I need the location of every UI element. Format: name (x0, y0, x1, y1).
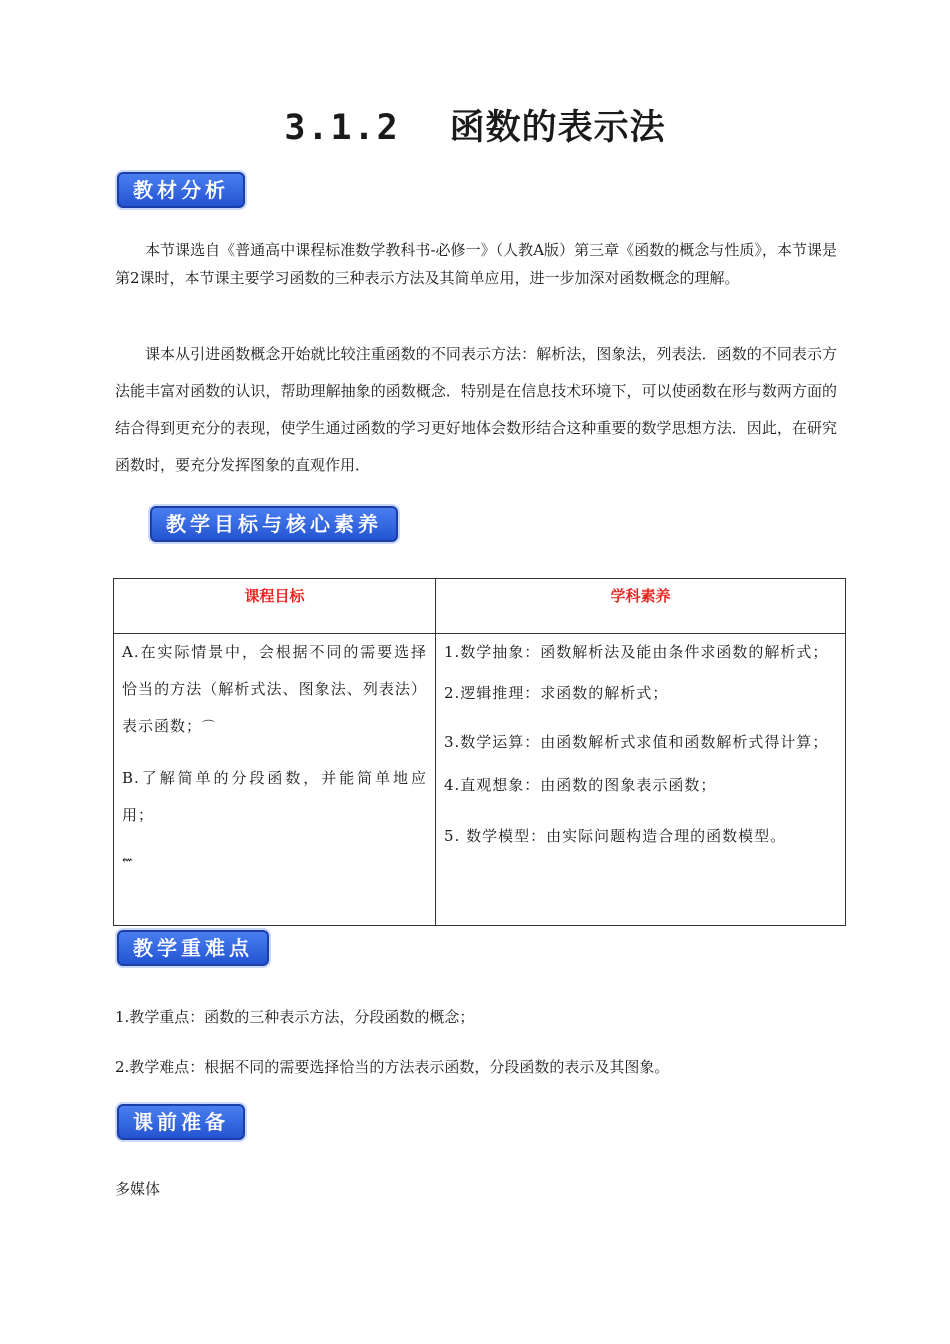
section-badge-goals: 教学目标与核心素养 (150, 506, 398, 542)
section-badge-analysis: 教材分析 (117, 172, 245, 208)
analysis-paragraph-2: 课本从引进函数概念开始就比较注重函数的不同表示方法：解析法，图象法，列表法．函数的不同表示方法能丰富对函数的认识，帮助理解抽象的函数概念．特别是在信息技术环境下，可以使函数在形与数两方面的结合得到更充分的表现，使学生通过函数的学习更好地体会数形结合这种重要的数学思想方法．因此，在研究函数时，要充分发挥图象的直观作用． (115, 345, 837, 474)
goal-a: A.在实际情景中，会根据不同的需要选择恰当的方法（解析式法、图象法、列表法）表示函数； (122, 643, 427, 735)
literacy-item-1: 1.数学抽象：函数解析法及能由条件求函数的解析式； (444, 643, 829, 661)
title-text: 函数的表示法 (449, 107, 666, 148)
course-goals-cell (114, 634, 436, 926)
section-number: 3.1.2 (284, 108, 400, 148)
literacy-item-2: 2.逻辑推理：求函数的解析式； (444, 684, 669, 702)
literacy-item-4: 4.直观想象：由函数的图象表示函数； (444, 776, 717, 794)
goal-b-mark: ⇜ (122, 853, 134, 868)
goal-b: B.了解简单的分段函数，并能简单地应用； (122, 769, 427, 824)
keypoint-2: 2.教学难点：根据不同的需要选择恰当的方法表示函数，分段函数的表示及其图象。 (115, 1058, 670, 1076)
literacy-item-5: 5. 数学模型：由实际问题构造合理的函数模型。 (444, 827, 787, 845)
literacy-item-3: 3.数学运算：由函数解析式求值和函数解析式得计算； (444, 733, 829, 751)
goal-a-mark: ⌒ (202, 720, 217, 735)
keypoint-1: 1.教学重点：函数的三种表示方法，分段函数的概念； (115, 1008, 475, 1026)
header-literacy: 学科素养 (436, 579, 846, 634)
section-badge-keypoints: 教学重难点 (117, 930, 269, 966)
prep-text: 多媒体 (115, 1180, 161, 1198)
table-header-row (114, 579, 846, 634)
header-course-goals: 课程目标 (114, 579, 436, 634)
page-title (0, 100, 950, 150)
goals-table (113, 578, 846, 926)
literacy-cell (436, 634, 846, 926)
analysis-paragraph-1: 本节课选自《普通高中课程标准数学教科书-必修一》（人教A版）第三章《函数的概念与性质》，本节课是第2课时，本节课主要学习函数的三种表示方法及其简单应用，进一步加深对函数概念的理解。 (115, 241, 837, 287)
section-badge-prep: 课前准备 (117, 1104, 245, 1140)
table-body-row (114, 634, 846, 926)
